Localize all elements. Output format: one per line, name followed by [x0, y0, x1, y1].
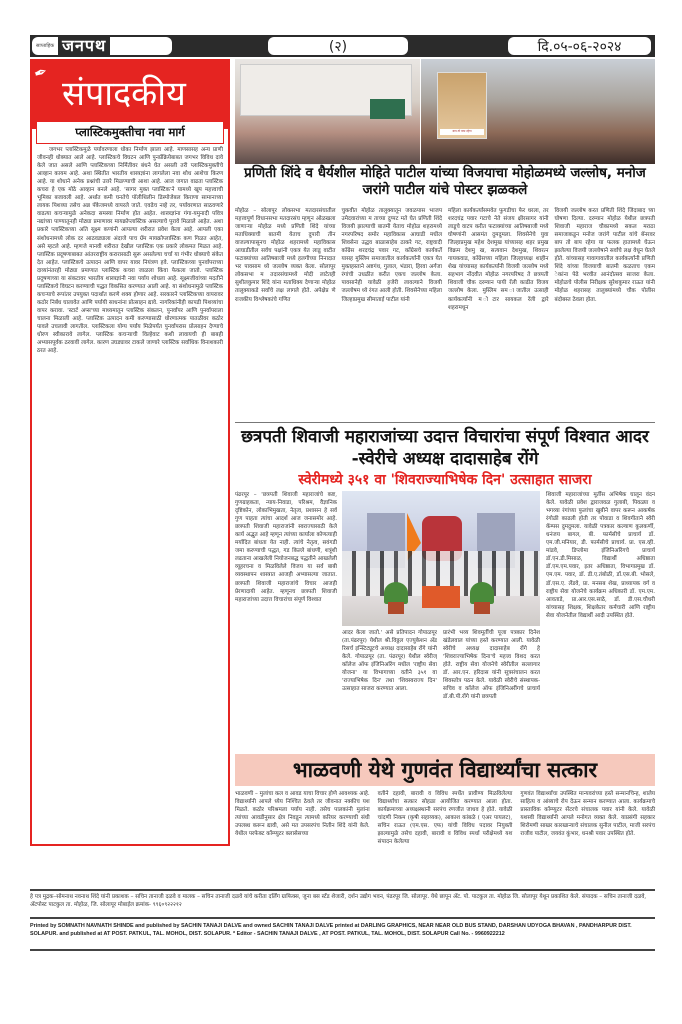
- article1-column: विजयी जल्लोष करत प्रणिती शिंदे जिंदाबाद च्या घोषणा दिल्या. दरम्यान मोहोळ येथील छत्रपती शिवाजी महाराज चौकामध्ये सकल मराठा समाजाकडून मनोज जरांगे पाटील यांचे बॅनरवर बाप तो बाप रहेगा या फलक हातामध्ये घेऊन झालेल्या विजयी जल्लोषाने सर्वांचे लक्ष वेधून घेतले होते. यांच्यासह गावागावातील कार्यकर्त्यांनी प्रणिती शिंदे यांच्या विजयाची बातमी कळताच एकम ेकांना पेढे भरवीत आनंदोत्सव साजरा केला. मोहोळचे पोलीस निरीक्षक सुरेशकुमार राऊत यांनी मोहोळ शहरासह तालुक्यांमध्ये चौक पोलीस बंदोबस्त ठेवला होता.: [554, 208, 655, 303]
- issue-date: दि.०५-०६-२०२४: [508, 37, 651, 55]
- editorial-body: जगभर प्लास्टिकमुळे पर्यावरणाला धोका निर्माण झाला आहे. माणसासह अन्य प्राणी जीवनही धोक्यात आले आहे. प्लास्टिकचे विघटन आणि पुनर्प्रक्रियेबाबत जगभर विविध दावे केले जात असले आणि प्लास्टिकच्या निर्मितीवर बंधने घेत असली तरी प्लास्टिकमुक्तीचे आव्हान कायम आहे. अशा स्थितीत भारतीय शास्त्रज्ञांना लागलेला नवा शोध आशेचा किरण आहे. या शोधाने अनेक प्रश्नांची उत्तरे मिळण्याची आशा आहे. आज जगात वाढता प्लास्टिक कचरा हे एक मोठे आव्हान बनले आहे. 'सागर मुक्त प्लास्टिक'ने यामध्ये खूप महत्त्वाची भूमिका बजावली आहे. अर्थात कमी घनतेचे पॉलीथिलीन डिस्पोजेबल किराणा सामानाच्या लायक पिशव्या तसेच अन्न पॅकेजमध्ये वापरले जाते. एवढेच नव्हे तर, पर्यावरणात साठवणारे वाढत्या कचऱ्यामुळे अनेकदा समस्या निर्माण होत आहेत. शास्त्रज्ञांना गंगा-यमुनादी पवित्र नद्यांच्या पाण्यातूनही मोठ्या प्रमाणावर मायक्रोप्लास्टिक असल्याचे पुरावे मिळाले आहेत. अशा प्रकारे प्लास्टिकच्या अति सूक्ष्म कणांनी आपल्या शरीरात प्रवेश केला आहे. आपली एका संशोधनामध्ये लोक दर आठवड्याला अंदाजे पाच ग्रॅम मायक्रोप्लास्टिक कण गिळत आहेत, असे म्हटले आहे. म्हणजे मानवी शरीरात देखील प्लास्टिक एक प्रकारे लोकमत मिळत आहे. प्लास्टिक प्रदूषणाबाबत आंतरराष्ट्रीय करारासाठी सुरू असलेल्या चर्चा या गंभीर धोक्याचे संकेत देत आहेत. प्लास्टिकचे उत्पादन आणि वापर यावर नियंत्रण हवे. प्लास्टिकच्या पुनर्वापराच्या दाव्यांनंतरही मोठ्या प्रमाणात प्लास्टिक कचरा जाळला किंवा फेकला जातो. प्लास्टिक प्रदूषणाच्या या संकटावर भारतीय शास्त्रज्ञांनी नवा पर्याय शोधला आहे. सूक्ष्मजीवांच्या मदतीने प्लास्टिकचे विघटन करण्याची पद्धत विकसित करण्यात आली आहे. या संशोधनामुळे प्लास्टिक कचऱ्याचे रूपांतर उपयुक्त पदार्थांत करणे शक्य होणार आहे. सरकारने प्लास्टिकच्या वापरावर कठोर निर्बंध घालावेत आणि पर्यायी साधनांना प्रोत्साहन द्यावे. नागरिकांनीही कापडी पिशव्यांचा वापर करावा. 'स्टार्ट अप्स'च्या माध्यमातून प्लास्टिक संकलन, पुनर्वापर आणि पुनर्वापराला चालना मिळाली आहे. प्लास्टिक उत्पादन कमी करण्यासाठी धोरणात्मक पातळीवर कठोर पावले उचलावी लागतील. प्लास्टिकला योग्य पर्याय मिळेपर्यंत पुनर्वापरास प्रोत्साहन देण्याचे धोरण स्वीकारावे लागेल. प्लास्टिक कचऱ्याची विल्हेवाट कशी लावायची ही बाबही अभ्यासपूर्वक ठरवावी लागेल. कारण उघड्यावर टाकले जाणारे प्लास्टिक सर्वाधिक विनाशकारी ठरत आहे.: [37, 147, 223, 355]
- page-number: (२): [268, 37, 408, 55]
- footer-rule-top: [30, 889, 655, 891]
- imprint-english: Printed by SOMNATH NAVNATH SHINDE and published by SACHIN TANAJI DALVE and owned SACHIN TANAJI DALVE printed at DARLING GRAPHICS, NEAR NEAR OLD BUS STAND, DARSHAN UDYOGA BHAVAN , PANDHARPUR DIST. SOLAPUR. and published at AT POST. PATKUL, TAL. MOHOL, DIST. SOLAPUR. * Editor - SACHIN TANAJI DALVE , AT POST. PATKUL, TAL. MOHOL, DIST. SOLAPUR Call No. - 9960922212: [30, 923, 632, 937]
- article1-column: मोहोळ – सोलापूर लोकसभा मतदारसंघातील महत्त्वपूर्ण विधानसभा मतदारसंघ म्हणून ओळखला जाणाऱ्या मोहोळ मध्ये प्रणिती शिंदे यांच्या मताधिक्याची बातमी येताच दुपारी तीन वाजल्यापासूनच मोहोळ शहरामध्ये महाविकास आघाडीतील सर्वच पक्षांनी एकत्र येत लाडू वाटीत फटाक्यांच्या आतिषबाजी मध्ये हलगीच्या निनादात भर पावसाम ध्ये जल्लोष व्यक्त केला. सोलापूर लोकसभा म तदारसंघामध्ये मोदी लाटेतही सुशीलकुमार शिंदे यांना मताधिक्य देणाऱ्या मोहोळ तालुक्याकडे सर्वांचे लक्ष लागले होते. अपेक्षेप्र णे राजकीय विश्लेषकांचे गणित: [235, 208, 336, 303]
- shivrajyabhishek-photo: [342, 491, 540, 626]
- divider-rule: [235, 422, 655, 423]
- article2-column-left: पंढरपूर – 'छत्रपती शिवाजी महाराजांचे कष्ट, गुणग्राहकता, न्याय-निवाडा, परिश्रम, वैज्ञानिक दृष्टिकोन, लोकाभिमुखता, नेतृत्व, प्रशासन हे सर्व गुण पाहता त्यांचा आदर्श आज जनासमोर आहे. छत्रपती शिवाजी महाराजांनी स्वराज्यासाठी केले कार्य अद्भुत आहे म्हणून त्यांच्या कार्याला कोणत्याही मर्यादित बांधता येत नाही. त्यांचे नेतृत्व, सवंगडी जमा करण्याची पद्धत, गड किल्ले बांधणी, शत्रूंशी लढताना आखलेली नियोजनबद्ध पद्धतीने आखलेली व्यूहरचना व मिळविलेले विजय या सर्व बाबी व्यवस्थापन शास्त्रात आजही अभ्यासल्या जातात. छत्रपती शिवाजी महाराजांचे विचार आजही प्रेरणादायी आहेत. म्हणूनच छत्रपती शिवाजी महाराजांच्या उदात्त विचारांचा संपूर्ण विश्वात: [235, 492, 337, 603]
- article3-column: गुणवंत विद्यार्थ्यांचा उपस्थित मान्यवरांच्या हस्ते सन्मानचिन्ह, शालेय साहित्य व आंब्याचे रोप देऊन सन्मान करण्यात आला. कार्यक्रमाचे प्रास्ताविक कॉम्प्युटर सेंटरचे संचालक पवार यांनी केले. यावेळी यशस्वी विद्यार्थ्यांनी आपले मनोगत व्यक्त केले. याप्रसंगी सहकार शिरोमणी साखर कारखान्याचे संचालक सुनील पाटील, माजी सरपंच राजीव पाटील, जयवंत कुंभार, धनश्री पवार उपस्थित होते.: [520, 791, 656, 838]
- article3-column: भाळवणी – मुलांचा कल व आवड याचा विचार होणे आवश्यक आहे. विद्यार्थ्यांनी आपले ध्येय निश्चित ठेवले तर जीवनात नक्कीच यश मिळते. कठोर परिश्रमला पर्याय नाही. तसेच पालकांनी मुलांना त्यांच्या आवडीनुसार क्षेत्र निवडून त्यामध्ये करियर करण्याची संधी उपलब्ध करून द्यावी, असे मत उपसरपंच नितीन शिंदे यांनी केले. येथील परफेक्ट कॉम्प्युटर क्लासेसच्या: [235, 791, 370, 838]
- article2-column-mid: [342, 629, 437, 749]
- photo-plant: [470, 582, 494, 604]
- editorial-headline: प्लास्टिकमुक्तीचा नवा मार्ग: [36, 121, 224, 144]
- footer-rule-mid: [30, 917, 655, 919]
- article1-headline: प्रणिती शिंदे व धैर्यशील मोहिते पाटील यांच्या विजयाचा मोहोळमध्ये जल्लोष, मनोज जरांगे पाटील यांचे पोस्टर झळकले: [244, 165, 646, 198]
- article3-body: [235, 790, 655, 846]
- article2-mid-text: गोपाळपूर (ता.पंढरपूर) येथील श्री.विठ्ठल एज्युकेशन अँड रिसर्च इन्स्टिट्यूटचे अध्यक्ष दादासाहेब रोंगे यांनी केले. गोपाळपूर (ता. पंढरपूर) येथील स्वेरीज् कॉलेज ऑफ इंजिनिअरिंग मधील 'राष्ट्रीय सेवा योजना' या विभागाच्या वतीने ३५१ वा 'राज्याभिषेक दिन' तथा 'शिवस्वराज्य दिन' उत्साहात साजरा करण्यात आला.: [342, 630, 437, 693]
- pen-icon: ✒: [31, 61, 51, 84]
- poster-text: बाप तो बाप रहेगा: [440, 129, 484, 135]
- celebration-photo: [235, 59, 655, 164]
- article2-subheadline: स्वेरीमध्ये ३५१ वा 'शिवराज्याभिषेक दिन' उत्साहात साजरा: [298, 472, 592, 488]
- article2-column-mid2: प्रारंभी भव्य शिवमूर्तीची पूजा पत्रकार दिनेश खंडेलवाल यांच्या हस्ते करण्यात आली. यावेळी स्वेरीचे अध्यक्ष दादासाहेब रोंगे हे 'शिवराज्याभिषेक दिना'चे महत्त्व विशद करत होते. राष्ट्रीय सेवा योजनेचे स्वेरीतील सल्लागार डॉ. आर.एन. हरिदास यांनी सूत्रसंचालन करत शिवस्तोत्र पठन केले. यावेळी स्वेरीचे संस्थापक- सचिव व कॉलेज ऑफ इंजिनिअरींगचे प्राचार्य डॉ.बी.पी.रोंगे यांनी छत्रपती: [443, 630, 540, 701]
- editorial-banner: [32, 61, 228, 129]
- photo-crowd-poster: [421, 59, 655, 164]
- masthead: [30, 35, 655, 57]
- photo-crowd-street: [235, 59, 420, 164]
- newspaper-logo: जनपथ: [58, 37, 110, 55]
- article1-column: चुकवीत मोहोळ तालुक्यातून जवळपास भाजप उमेदवारांच्या म ताच्या दुप्पट मते घेत प्रणिती शिंदे विजयी झाल्याची बातमी येताच मोहोळ शहरामध्ये नगरपरिषद समोर महाविकास आघाडी मधील शिवसेना उद्धव बाळासाहेब ठाकरे गट, राष्ट्रवादी काँग्रेस शरदचंद्र पवार गट, काँग्रेसचे कार्यकर्ते यासह मुस्लिम समाजातील कार्यकर्त्यांनी एकत्र येत मुक्तहस्ताने अष्टगंध, गुलाल, भंडारा, हिरवा अर्गजा रंगांची उधळीत करीत एकच जल्लोष केला. पावसानेही यावेळी हजेरी लावल्याने विजयी जल्लोषम ध्ये रंगत आली होती. शिवसेनेच्या महिला जिल्हाप्रमुख सीमाताई पाटील यांनी: [341, 208, 442, 303]
- article2-headline: छत्रपती शिवाजी महाराजांच्या उदात्त विचारांचा संपूर्ण विश्वात आदर -स्वेरीचे अध्यक्ष दादासाहेब रोंगे: [241, 427, 649, 469]
- article2-column-right: शिवाजी महाराजांच्या मूर्तीस अभिषेक घालून वंदन केले. यावेळी प्रवेश द्वाराजवळ गुलाबी, पिवळ्या व भगव्या रंगांच्या फुलांचा खुबीने वापर करून आकर्षक रंगोळी काढली होती तर पोवाडा व शिवगीताने स्वेरी कॅम्पस दुमदुमला. यावेळी पत्रकार कल्याण कुलकर्णी, धनंजय बागल, बी. फार्मसीचे प्राचार्य डॉ. एम.जी.मनियार, डी. फार्मसीचे प्राचार्य. प्रा. एस.व्ही. मांडवे, डिप्लोमा इंजिनिअरिंगचे प्राचार्य डॉ.एन.डी.मिसाळ, विद्यार्थी अधिष्ठाता डॉ.एम.एम.पवार, इतर अधिष्ठाता, विभागप्रमुख डॉ. एम.एम. पवार, डॉ. डी.ए.तंबोळी, डॉ.एस.बी. भोसले, डॉ.एस.ए. लेंडवे, प्रा. मनसब शेख, प्राध्यापक वर्ग व राष्ट्रीय सेवा योजनेचे कार्यक्रम अधिकारी डॉ. एम.एम. आवताडे, प्रा.आर.एस.साठे, डॉ. डी.एस.चौधरी यांच्यासह शिक्षक, शिक्षकेतर कर्मचारी आणि राष्ट्रीय सेवा योजनेतील विद्यार्थी आदी उपस्थित होते.: [546, 492, 655, 619]
- weekly-label: साप्ताहिक: [36, 43, 55, 49]
- article3-column: वतीने दहावी, बारावी व विविध स्पर्धेत प्रावीण्य मिळविलेल्या विद्यार्थ्यांचा सत्कार सोहळा आयोजित करण्यात आला होता. कार्यक्रमाच्या अध्यक्षस्थानी सरपंच रणजीत जाधव हे होते. यावेळी चांदणी निकम (कृषी सहाय्यक), आकाश कांबळे ( एअर पायलट), सचिन राऊत (एम.एस. एफ) यांची विविध पदावर नियुक्ती झाल्यामुळे तसेच दहावी, बारावी व विविध स्पर्धा परीक्षेमध्ये यश संपादन केलेल्या: [377, 791, 513, 846]
- editorial-section-title: संपादकीय: [62, 74, 186, 114]
- footer-rule-bottom: [30, 949, 655, 951]
- article1-body: [235, 207, 655, 312]
- photo-table: [422, 586, 460, 608]
- masthead-logo-box: [32, 37, 172, 55]
- article1-column: महिला कार्यकर्त्यांसमवेत फुगडीचा फेर धरला, तर शरदचंद्र पवार गटाचे नेते संजय क्षीरसागर यांनी लाडूचे वाटप करीत फटाक्यांच्या आतिषबाजी मध्ये घोषणांनी आसमंत दुमदुमला. शिवसेनेचे युवा जिल्हाप्रमुख महेश देशमुख यांच्यासह शहर प्रमुख विक्रम देशमु ख, सत्यवान देशमुख, शिवरत्न गायकवाड, काँग्रेसच्या महिला जिल्हाध्यक्ष शाहीन शेख यांच्यासह कार्यकर्त्यांनी विजयी जल्लोष मध्ये सहभाग नोंदवीत मोहोळ नगरपरिषद ते छत्रपती शिवाजी चौक दरम्यान पायी रॅली काढीत विजय जल्लोष केला. मुस्लिम सम ाजातील उत्साही कार्यकर्त्यांनी म ोटार सायकल रॅली द्वारे शहरामधून: [448, 208, 549, 311]
- photo-plant: [384, 582, 408, 604]
- editorial-column: [30, 59, 230, 846]
- imprint-marathi: हे पत्र मुद्रक–सोमनाथ नवनाथ शिंदे यांनी प्रकाशक – सचिन तानाजी दळवे व मालक – सचिन तानाजी दळवे यांचे करीता दर्लिंग ग्राफिक्स, जुना बस स्टँड शेजारी, दर्शन उद्योग भवन, पंढरपूर जि. सोलापूर. येथे छापून अँट. पो. पाटकुल ता. मोहोळ जि. सोलापूर येथून प्रकाशित केले. संपादक – सचिन तानाजी दळवे, अँटपोस्ट पाटकुल ता. मोहोळ, जि. सोलापूर मोबाईल क्रमांक- ९९६०९२२२१२: [30, 894, 647, 908]
- photo-caption-line: आदर केला जातो.' असे प्रतिपादन: [342, 630, 415, 636]
- photo-poster: [437, 72, 487, 139]
- photo-pot: [388, 602, 404, 614]
- photo-pot: [474, 602, 490, 614]
- article3-headline: भाळवणी येथे गुणवंत विद्यार्थ्यांचा सत्कार: [292, 758, 598, 782]
- photo-shop-sign: [370, 99, 405, 119]
